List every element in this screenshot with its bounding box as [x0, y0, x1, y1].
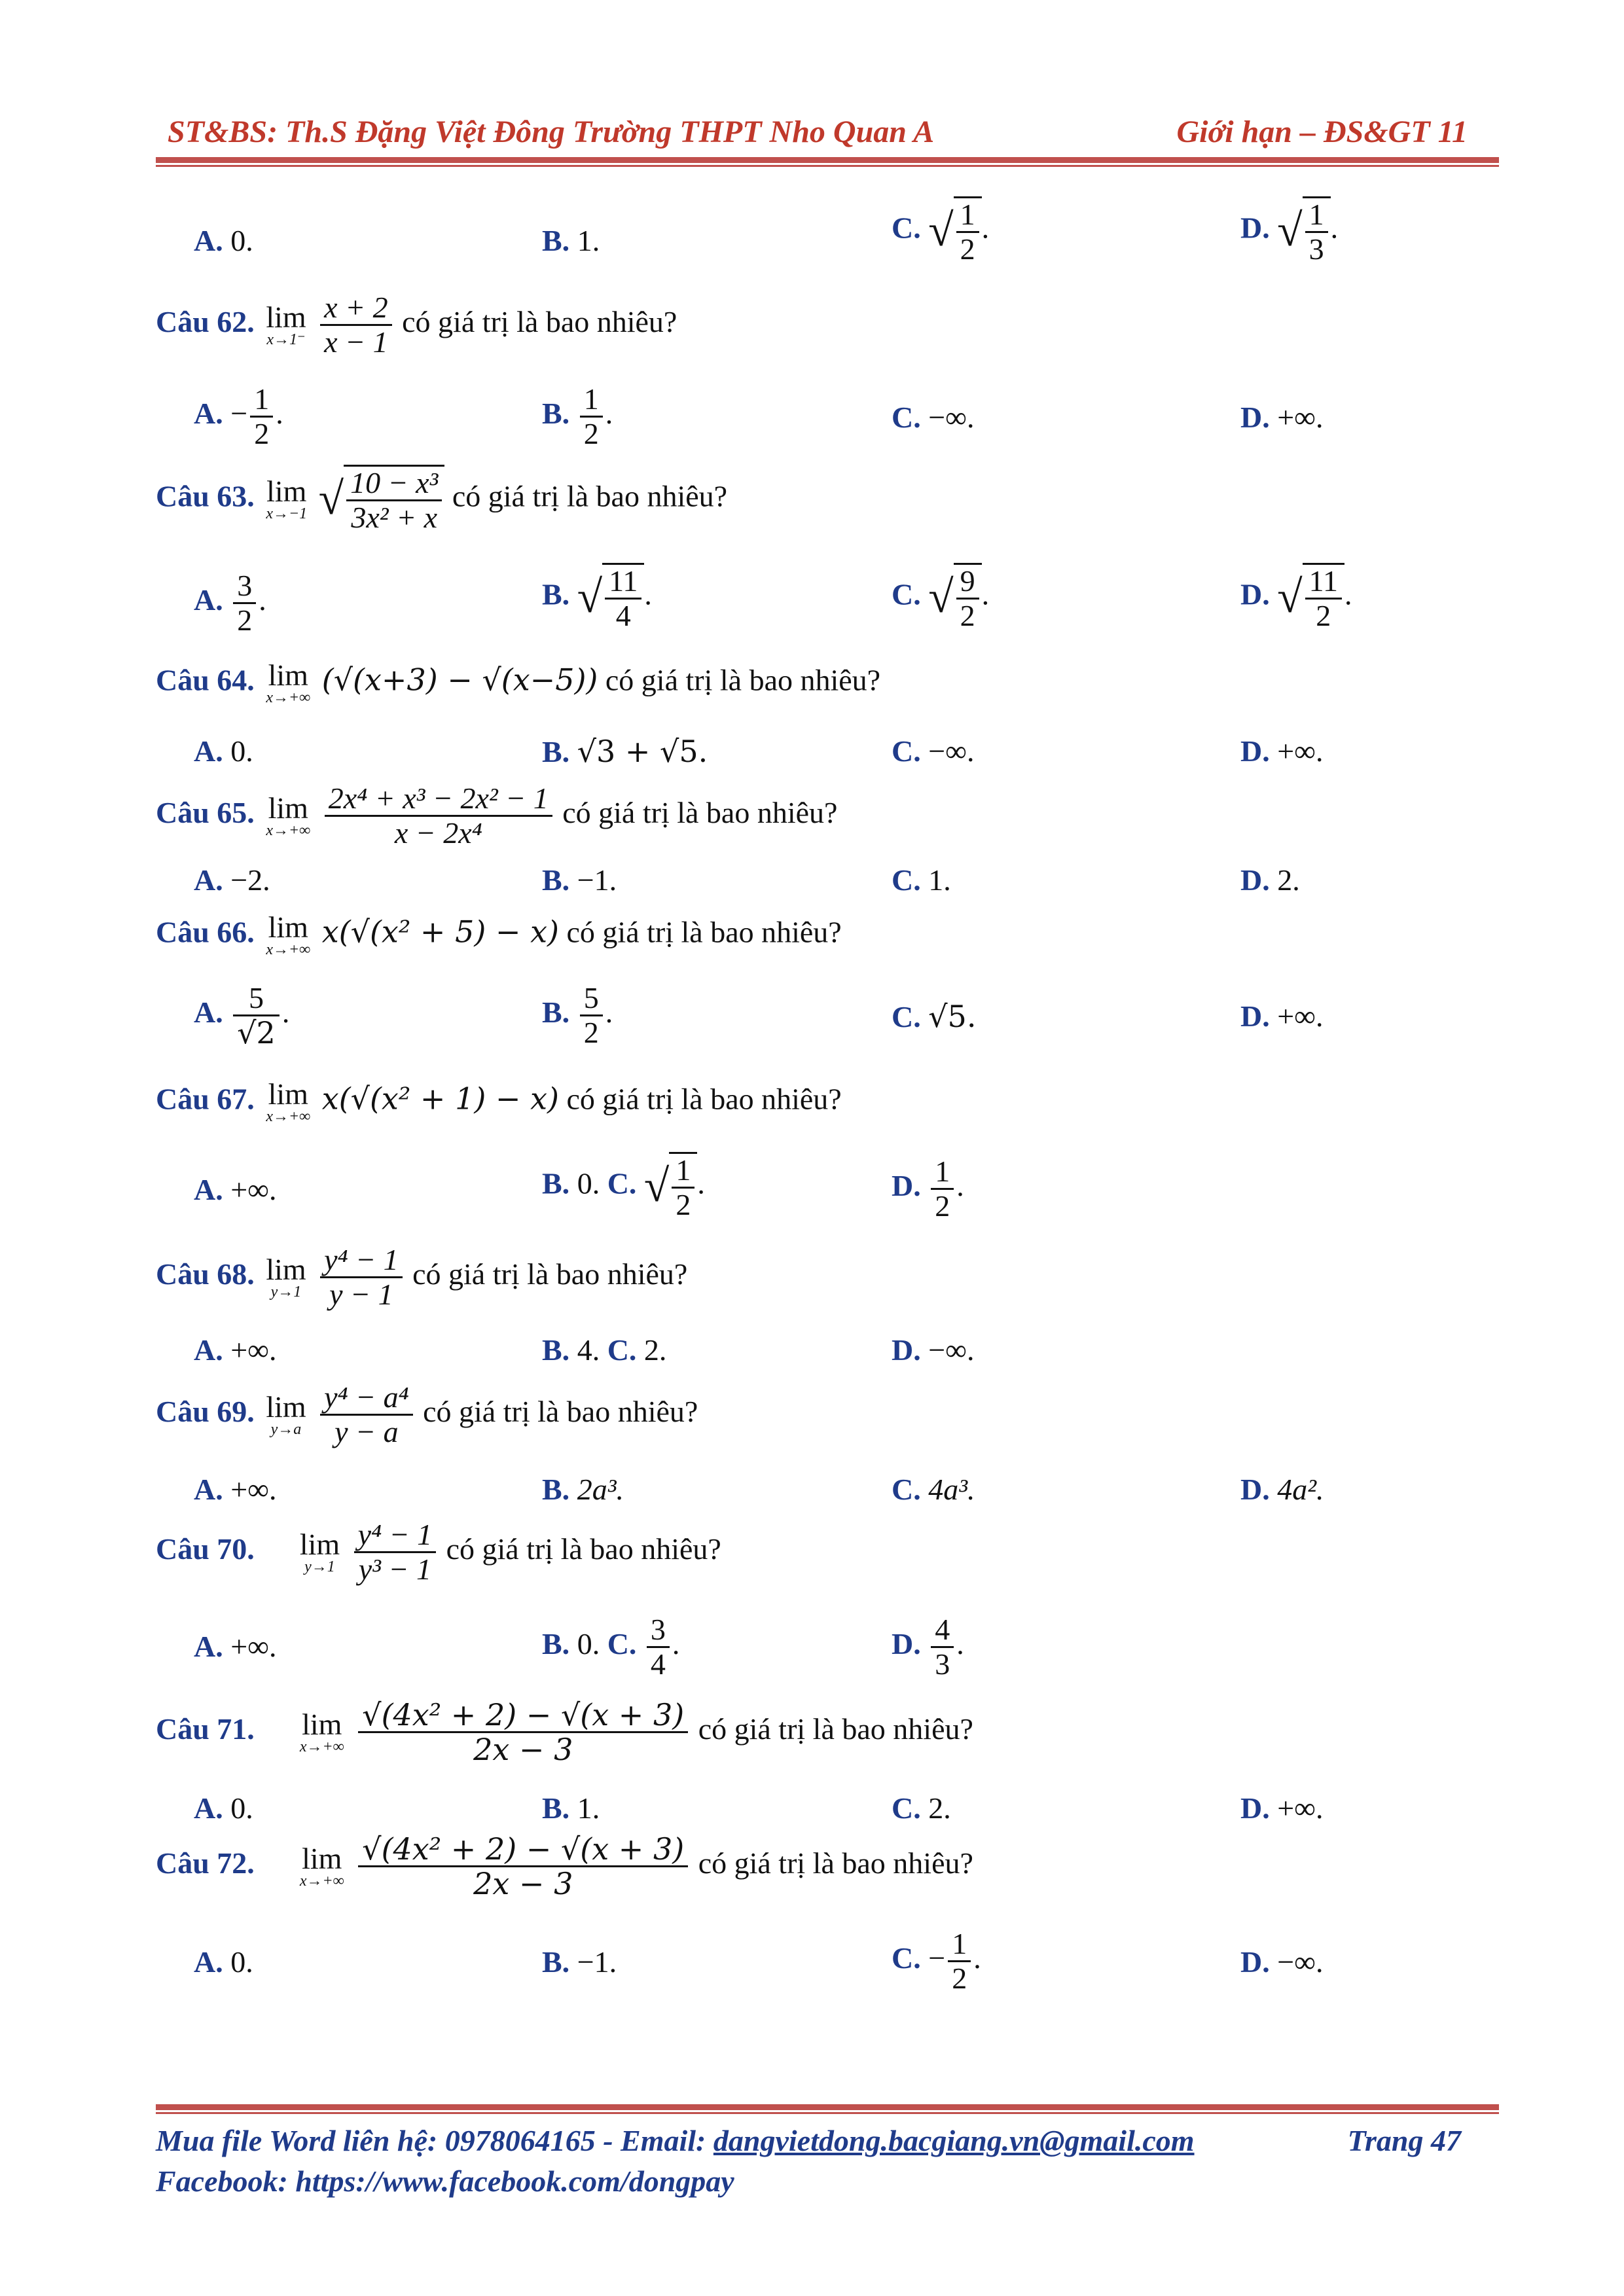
q72-option-c: C. − $\frac{1}{2}$ .: [892, 1927, 981, 1995]
q62-option-d: D. +∞.: [1240, 401, 1324, 434]
q69-option-a: A. +∞.: [194, 1473, 277, 1506]
question-72: Câu 72. lim x→+∞ $\frac{\text{√(4x² + 2) − √(x + 3)}}{2x - 3}$ có giá trị là bao nhiêu?: [156, 1831, 973, 1901]
q63-option-a: A. $\frac{3}{2}$ .: [194, 569, 266, 637]
q70-option-a: A. +∞.: [194, 1630, 277, 1663]
q64-option-d: D. +∞.: [1240, 734, 1324, 768]
q71-option-d: D. +∞.: [1240, 1791, 1324, 1825]
q66-option-b: B. $\frac{5}{2}$ .: [542, 981, 613, 1049]
q64-option-c: C. −∞.: [892, 734, 975, 768]
page-footer: [156, 2121, 1499, 2202]
footer-rule: [156, 2104, 1499, 2110]
header-left: ST&BS: Th.S Đặng Việt Đông Trường THPT Nho Quan A: [168, 115, 935, 149]
q69-option-d: D. 4a².: [1240, 1473, 1324, 1506]
q61-option-a: A. 0.: [194, 224, 253, 257]
question-68: Câu 68. lim y→1 $\frac{\text{y⁴ − 1}}{y - 1}$ có giá trị là bao nhiêu?: [156, 1243, 688, 1311]
footer-email-link[interactable]: dangvietdong.bacgiang.vn@gmail.com: [713, 2124, 1195, 2157]
question-65: Câu 65. lim x→+∞ $\frac{\text{2x⁴ + x³ − 2x² − 1}}{\text{x − 2x⁴}}$ có giá trị là bao nhiêu?: [156, 781, 838, 850]
q66-option-c: C. √5.: [892, 999, 977, 1034]
q71-option-c: C. 2.: [892, 1791, 951, 1825]
q70-option-d: D. $\frac{4}{3}$ .: [892, 1613, 964, 1681]
q70-option-b: B. 0. C. $\frac{3}{4}$ .: [542, 1613, 680, 1681]
q71-option-a: A. 0.: [194, 1791, 253, 1825]
q69-option-c: C. 4a³.: [892, 1473, 975, 1506]
header-rule: [156, 157, 1499, 163]
q72-option-d: D. −∞.: [1240, 1945, 1324, 1979]
q61-option-b: B. 1.: [542, 224, 600, 257]
q71-option-b: B. 1.: [542, 1791, 600, 1825]
q66-option-a: A. $\frac{5}{√2}$ .: [194, 981, 290, 1050]
page-header: [156, 110, 1499, 156]
question-69: Câu 69. lim y→a $\frac{\text{y⁴ − a⁴}}{y - a}$ có giá trị là bao nhiêu?: [156, 1380, 698, 1448]
q63-option-c: C. √ $\frac{9}{2}$ .: [892, 564, 990, 632]
question-70: Câu 70. lim y→1 $\frac{\text{y⁴ − 1}}{\text{y³ − 1}}$ có giá trị là bao nhiêu?: [156, 1518, 721, 1586]
q62-option-a: A. − $\frac{1}{2}$ .: [194, 382, 283, 450]
q63-option-b: B. √ $\frac{11}{4}$ .: [542, 564, 652, 632]
q65-option-c: C. 1.: [892, 863, 951, 897]
q67-option-d: D. $\frac{1}{2}$ .: [892, 1155, 964, 1223]
q62-option-c: C. −∞.: [892, 401, 975, 434]
q68-option-b: B. 4. C. 2.: [542, 1333, 667, 1367]
q67-option-a: A. +∞.: [194, 1173, 277, 1206]
question-66: Câu 66. lim x→+∞ x(√(x² + 5) − x) có giá trị là bao nhiêu?: [156, 910, 842, 958]
q64-option-a: A. 0.: [194, 734, 253, 768]
header-rule-thin: [156, 165, 1499, 167]
footer-facebook[interactable]: Facebook: https://www.facebook.com/dongpay: [156, 2164, 734, 2198]
question-63: Câu 63. lim x→−1 √ $\frac{\text{10 − x³}}{\text{3x² + x}}$ có giá trị là bao nhiêu?: [156, 466, 728, 534]
question-71: Câu 71. lim x→+∞ $\frac{\text{√(4x² + 2) − √(x + 3)}}{2x - 3}$ có giá trị là bao nhiêu?: [156, 1697, 973, 1767]
q63-option-d: D. √ $\frac{11}{2}$ .: [1240, 564, 1352, 632]
header-right: Giới hạn – ĐS&GT 11: [1176, 115, 1468, 149]
q69-option-b: B. 2a³.: [542, 1473, 624, 1506]
q61-option-c: C. √ $\frac{1}{2}$ .: [892, 198, 990, 266]
q65-option-d: D. 2.: [1240, 863, 1300, 897]
q64-option-b: B. √3 + √5.: [542, 734, 708, 769]
page-number: Trang 47: [1347, 2124, 1461, 2157]
q67-option-b: B. 0. C. √ $\frac{1}{2}$ .: [542, 1153, 705, 1221]
q72-option-b: B. −1.: [542, 1945, 617, 1979]
footer-contact: Mua file Word liên hệ: 0978064165 - Email:: [156, 2124, 713, 2157]
q66-option-d: D. +∞.: [1240, 999, 1324, 1033]
question-62: Câu 62. lim x→1⁻ $\frac{x + 2}{x - 1}$ có giá trị là bao nhiêu?: [156, 291, 677, 359]
q68-option-a: A. +∞.: [194, 1333, 277, 1367]
q61-option-d: D. √ $\frac{1}{3}$ .: [1240, 198, 1339, 266]
q62-option-b: B. $\frac{1}{2}$ .: [542, 382, 613, 450]
footer-rule-thin: [156, 2112, 1499, 2114]
q68-option-d: D. −∞.: [892, 1333, 975, 1367]
q65-option-a: A. −2.: [194, 863, 270, 897]
question-64: Câu 64. lim x→+∞ (√(x+3) − √(x−5)) có giá trị là bao nhiêu?: [156, 658, 881, 706]
q65-option-b: B. −1.: [542, 863, 617, 897]
q72-option-a: A. 0.: [194, 1945, 253, 1979]
question-67: Câu 67. lim x→+∞ x(√(x² + 1) − x) có giá trị là bao nhiêu?: [156, 1077, 842, 1125]
